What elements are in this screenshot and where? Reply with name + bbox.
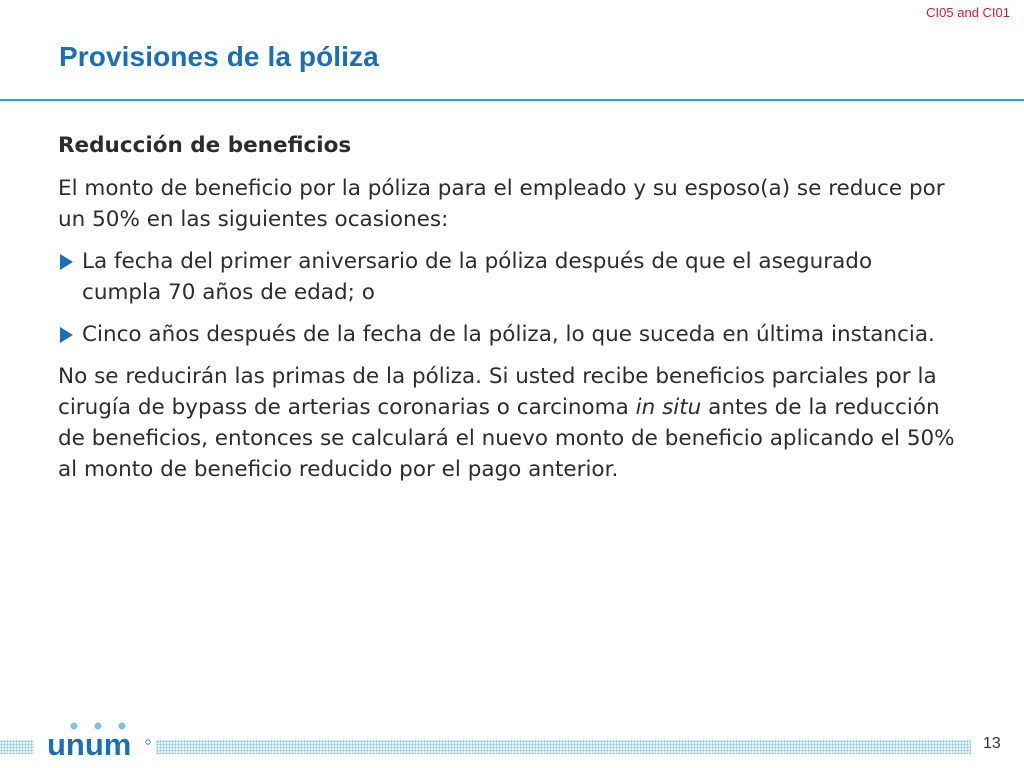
closing-paragraph bbox=[58, 361, 958, 485]
footer bbox=[0, 718, 1024, 768]
slide-title: Provisiones de la póliza bbox=[59, 41, 379, 72]
triangle-bullet-icon bbox=[60, 327, 73, 343]
bullet-item bbox=[58, 246, 958, 308]
bullet-text: La fecha del primer aniversario de la póliza después de que el asegurado cumpla 70 años de edad; o bbox=[82, 249, 873, 305]
bullet-item bbox=[58, 319, 958, 350]
intro-paragraph: El monto de beneficio por la póliza para el empleado y su esposo(a) se reduce por un 50% en las siguientes ocasiones: bbox=[58, 176, 945, 232]
page-number: 13 bbox=[983, 735, 1001, 752]
section-heading: Reducción de beneficios bbox=[58, 133, 352, 158]
footer-dotted-band-left bbox=[0, 740, 34, 754]
course-code: CI05 and CI01 bbox=[926, 5, 1010, 20]
bullet-list bbox=[58, 246, 958, 350]
unum-logo bbox=[44, 718, 154, 760]
footer-dotted-band-right bbox=[156, 740, 971, 754]
title-divider bbox=[0, 99, 1024, 101]
logo-wordmark: unum bbox=[47, 727, 132, 760]
slide-content bbox=[58, 129, 958, 496]
bullet-text: Cinco años después de la fecha de la póliza, lo que suceda en última instancia. bbox=[82, 322, 935, 347]
closing-text-italic: in situ bbox=[635, 395, 702, 420]
closing-text-end: antes de la reducción de beneficios, entonces se calculará el nuevo monto de beneficio aplicando el 50% al monto de beneficio reducido por el pago anterior. bbox=[58, 395, 955, 482]
closing-text-start: No se reducirán las primas de la póliza. Si usted recibe beneficios parciales por la cirugía de bypass de arterias coronarias o carcinoma bbox=[58, 364, 937, 420]
triangle-bullet-icon bbox=[60, 254, 73, 270]
